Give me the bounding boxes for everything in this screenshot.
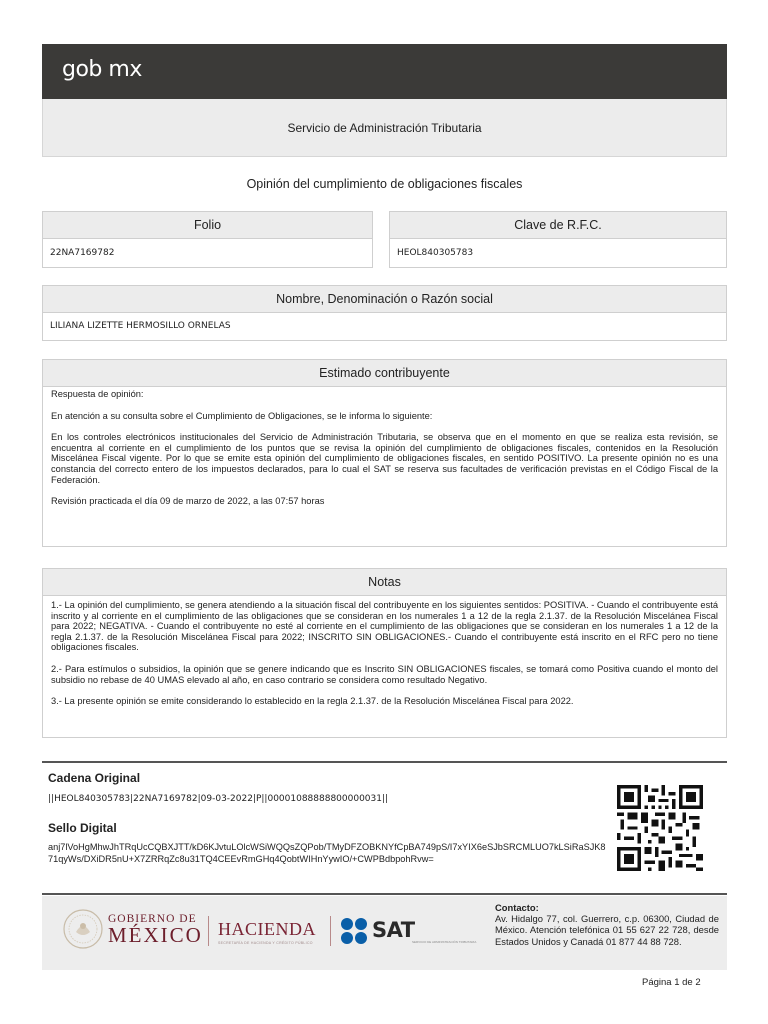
- logo-divider: [208, 916, 209, 946]
- divider-top: [42, 761, 727, 763]
- gob-header-bar: [42, 44, 727, 99]
- atencion-paragraph: En atención a su consulta sobre el Cumplimiento de Obligaciones, se le informa lo siguiente:: [51, 410, 433, 421]
- logo-divider: [330, 916, 331, 946]
- respuesta-label: Respuesta de opinión:: [51, 389, 144, 399]
- divider-bottom: [42, 893, 727, 895]
- estimado-box: [42, 359, 727, 547]
- gobierno-de-mexico-logo: [108, 913, 203, 948]
- revision-paragraph: Revisión practicada el día 09 de marzo de 2022, a las 07:57 horas: [51, 496, 325, 507]
- mexico-text: MÉXICO: [108, 923, 203, 947]
- estimado-body: [43, 387, 726, 507]
- footer-banner: [42, 896, 727, 970]
- notas-label: Notas: [43, 569, 726, 596]
- rfc-value: HEOL840305783: [397, 248, 474, 258]
- folio-box: [42, 211, 373, 268]
- nota-2: 2.- Para estímulos o subsidios, la opinión que se genere indicando que es Inscrito SIN OBLIGACIONES fiscales, se tomará como Positiva cuando el monto del subsidio no rebase de 40 UMAS elevado al año, en caso contrario se considera como resultado Negativo.: [51, 663, 718, 685]
- contacto-label: Contacto:: [495, 902, 539, 913]
- qr-code-icon: [617, 784, 703, 872]
- cadena-original-title: Cadena Original: [48, 771, 141, 785]
- sello-digital-title: Sello Digital: [48, 821, 117, 835]
- sat-subtitle: SERVICIO DE ADMINISTRACIÓN TRIBUTARIA: [412, 940, 477, 944]
- notas-body: [43, 596, 726, 707]
- sat-logo: SAT: [372, 918, 415, 942]
- nota-3: 3.- La presente opinión se emite considerando lo establecido en la regla 2.1.37. de la Resolución Miscelánea Fiscal para 2022.: [51, 696, 574, 707]
- service-name: Servicio de Administración Tributaria: [287, 121, 482, 135]
- estimado-label: Estimado contribuyente: [43, 360, 726, 387]
- rfc-label: Clave de R.F.C.: [390, 212, 726, 239]
- notas-box: [42, 568, 727, 738]
- sello-digital-value: anj7lVoHgMhwJhTRqUcCQBXJTT/kD6KJvtuLOlcWSiWQQsZQPob/TMyDFZOBKNYfCpBA749pS/I7xYIX6eSJbSRCMLUO7kLSiRaSJK871qyWs/DXiDR5nU+X7ZRRqZc8u31TQ4CEEvRmGHq4QobtWIHnYywIO/+CWPBdbpohRvw=: [48, 842, 606, 864]
- folio-value: 22NA7169782: [50, 248, 115, 258]
- page-number: Página 1 de 2: [642, 977, 701, 988]
- document-title: Opinión del cumplimiento de obligaciones fiscales: [246, 177, 523, 191]
- controles-paragraph: En los controles electrónicos institucionales del Servicio de Administración Tributaria, se observa que en el momento en que se realiza esta revisión, se encuentra al corriente en el cumplimiento de los puntos que se revisa la opinión del cumplimiento de obligaciones fiscales, contenidos en la Resolución Miscelánea Fiscal vigente. Por lo que se emite esta opinión del cumplimiento de obligaciones fiscales, en sentido POSITIVO. La presente opinión no es una constancia del correcto entero de los impuestos declarados, para lo cual el SAT se reserva sus facultades de verificación previstas en el Código Fiscal de la Federación.: [51, 432, 718, 485]
- hacienda-subtitle: SECRETARÍA DE HACIENDA Y CRÉDITO PÚBLICO: [218, 941, 313, 945]
- service-banner: [42, 99, 727, 157]
- rfc-box: [389, 211, 727, 268]
- gobierno-de-text: GOBIERNO DE: [108, 913, 197, 925]
- nombre-box: [42, 285, 727, 341]
- contacto-text: Av. Hidalgo 77, col. Guerrero, c.p. 06300, Ciudad de México. Atención telefónica 01 55 627 22 728, desde Estados Unidos y Canadá 01 877 44 88 728.: [495, 913, 719, 947]
- nombre-label: Nombre, Denominación o Razón social: [43, 286, 726, 313]
- folio-label: Folio: [43, 212, 372, 239]
- gob-mx-logo[interactable]: gob mx: [62, 57, 142, 82]
- nombre-value: LILIANA LIZETTE HERMOSILLO ORNELAS: [50, 321, 231, 331]
- hacienda-logo: HACIENDA: [218, 919, 316, 939]
- mexico-emblem-icon: [62, 908, 104, 950]
- cadena-original-value: ||HEOL840305783|22NA7169782|09-03-2022|P||00001088888800000031||: [48, 794, 389, 804]
- nota-1: 1.- La opinión del cumplimiento, se genera atendiendo a la situación fiscal del contribuyente en los siguientes sentidos: POSITIVA. - Cuando el contribuyente está inscrito y al corriente en el cumplimiento de las obligaciones que se consideran en los numerales 1 a 12 de la regla 2.1.37. de la Resolución Miscelánea Fiscal para 2022; NEGATIVA. - Cuando el contribuyente no esté al corriente en el cumplimiento de las obligaciones que se consideran en los numerales 1 a 12 de la regla 2.1.37. de la Resolución Miscelánea Fiscal para 2022; INSCRITO SIN OBLIGACIONES.- Cuando el contribuyente está inscrito en el RFC pero no tiene obligaciones fiscales.: [51, 600, 718, 653]
- contacto-block: [495, 902, 719, 947]
- sat-emblem-icon: [340, 917, 368, 945]
